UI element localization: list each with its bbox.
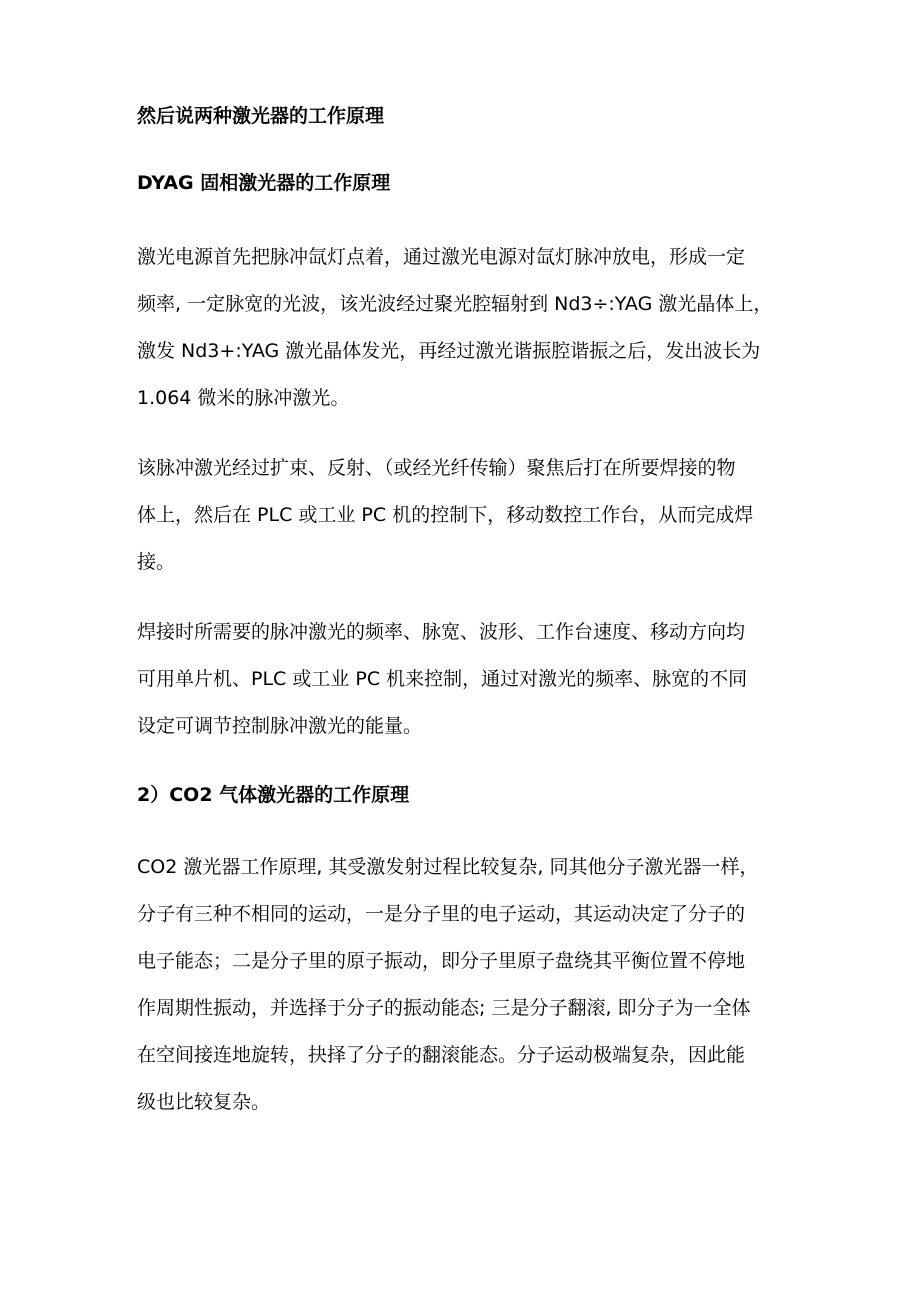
heading-co2-laser: 2）CO2 气体激光器的工作原理 [137,784,410,806]
paragraph-line: 1.064 微米的脉冲激光。 [137,387,350,409]
paragraph-line: 可用单片机、PLC 或工业 PC 机来控制，通过对激光的频率、脉宽的不同 [137,668,748,690]
paragraph-line: 设定可调节控制脉冲激光的能量。 [137,715,423,737]
paragraph-line: 激光电源首先把脉冲氙灯点着，通过激光电源对氙灯脉冲放电，形成一定 [137,246,746,268]
paragraph-line: 在空间接连地旋转，抉择了分子的翻滚能态。分子运动极端复杂，因此能 [137,1044,746,1066]
heading-two-lasers: 然后说两种激光器的工作原理 [137,105,385,127]
paragraph-dyag-principle [137,234,797,422]
paragraph-line: 级也比较复杂。 [137,1091,271,1113]
paragraph-co2-principle [137,844,797,1126]
paragraph-beam-focusing [137,445,797,586]
paragraph-line: 作周期性振动，并选择于分子的振动能态; 三是分子翻滚, 即分子为一全体 [137,997,751,1019]
document-content [137,96,797,1126]
paragraph-line: 焊接时所需要的脉冲激光的频率、脉宽、波形、工作台速度、移动方向均 [137,621,746,643]
paragraph-line: 分子有三种不相同的运动，一是分子里的电子运动，其运动决定了分子的 [137,903,746,925]
paragraph-line: 体上，然后在 PLC 或工业 PC 机的控制下，移动数控工作台，从而完成焊 [137,504,754,526]
paragraph-welding-control [137,609,797,750]
paragraph-line: 电子能态；二是分子里的原子振动，即分子里原子盘绕其平衡位置不停地 [137,950,746,972]
paragraph-line: CO2 激光器工作原理, 其受激发射过程比较复杂, 同其他分子激光器一样， [137,856,759,878]
paragraph-line: 该脉冲激光经过扩束、反射、（或经光纤传输）聚焦后打在所要焊接的物 [137,457,736,479]
paragraph-line: 激发 Nd3+:YAG 激光晶体发光，再经过激光谐振腔谐振之后，发出波长为 [137,340,761,362]
paragraph-line: 接。 [137,551,176,573]
heading-dyag-laser: DYAG 固相激光器的工作原理 [137,172,391,194]
paragraph-line: 频率, 一定脉宽的光波，该光波经过聚光腔辐射到 Nd3÷:YAG 激光晶体上， [137,293,773,315]
